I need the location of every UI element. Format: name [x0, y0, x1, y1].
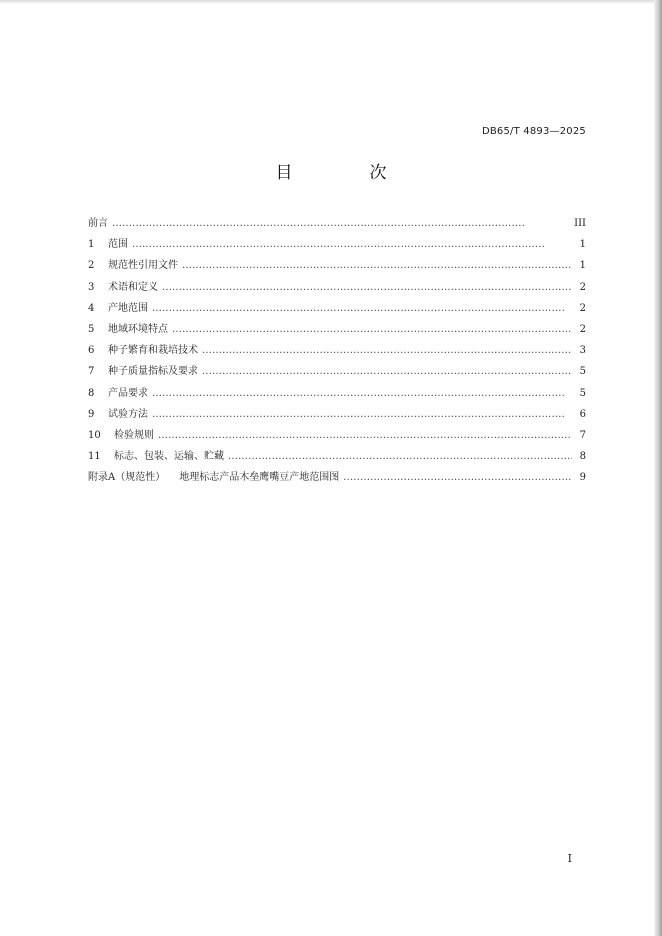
toc-entry-page: 2 [579, 302, 586, 314]
toc-dot-leader [152, 409, 572, 420]
toc-entry-page: 1 [579, 239, 586, 251]
toc-entry-page: 5 [579, 366, 586, 378]
toc-entry-label: 试验方法 [108, 408, 148, 420]
toc-entry-page: 6 [579, 408, 586, 420]
toc-dot-leader [152, 303, 572, 314]
toc-entry-page: 3 [579, 345, 586, 357]
toc-entry-9[interactable] [88, 405, 586, 426]
toc-entry-page: 8 [579, 451, 586, 463]
toc-entry-page: 2 [579, 323, 586, 335]
toc-dot-leader [228, 451, 572, 462]
toc-dot-leader [172, 324, 572, 335]
toc-title: 目 次 [275, 163, 417, 183]
page-number: I [567, 852, 572, 865]
toc-entry-10[interactable] [88, 426, 586, 447]
toc-entry-page: 7 [579, 429, 586, 441]
toc-entry-number: 9 [88, 408, 95, 420]
toc-dot-leader [158, 430, 572, 441]
scan-edge-top [0, 0, 662, 4]
toc-entry-8[interactable] [88, 384, 586, 405]
toc-entry-6[interactable] [88, 341, 586, 362]
toc-entry-foreword[interactable] [88, 214, 586, 235]
toc-entry-number: 1 [88, 239, 95, 251]
toc-dot-leader [202, 366, 572, 377]
appendix-title: 地理标志产品木垒鹰嘴豆产地范围图 [179, 472, 340, 484]
toc-entry-number: 7 [88, 366, 95, 378]
toc-entry-3[interactable] [88, 278, 586, 299]
toc-entry-appendix-a[interactable] [88, 468, 586, 489]
toc-entry-page: 2 [579, 281, 586, 293]
toc-entry-label: 标志、包装、运输、贮藏 [114, 451, 224, 463]
toc-dot-leader [162, 282, 572, 293]
toc-entry-number: 4 [88, 302, 95, 314]
toc-entry-page: 5 [579, 387, 586, 399]
appendix-prefix: 附录A（规范性） [88, 472, 166, 484]
toc-entry-label: 规范性引用文件 [108, 260, 178, 272]
toc-entry-number: 11 [88, 451, 101, 463]
toc-entry-number: 3 [88, 281, 95, 293]
toc-dot-leader [343, 472, 572, 483]
toc-entry-5[interactable] [88, 320, 586, 341]
toc-entry-page: 1 [579, 260, 586, 272]
toc-dot-leader [202, 345, 572, 356]
toc-entry-label: 范围 [108, 239, 128, 251]
toc-entry-label: 地域环境特点 [108, 323, 168, 335]
toc-entry-label: 种子质量指标及要求 [108, 366, 198, 378]
table-of-contents [88, 214, 586, 489]
toc-entry-4[interactable] [88, 299, 586, 320]
toc-dot-leader [182, 260, 572, 271]
toc-entry-page: 9 [579, 472, 586, 484]
document-code: DB65/T 4893—2025 [481, 126, 586, 137]
toc-entry-label: 种子繁育和栽培技术 [108, 345, 198, 357]
toc-dot-leader [112, 218, 570, 229]
toc-entry-label: 术语和定义 [108, 281, 158, 293]
toc-entry-7[interactable] [88, 362, 586, 383]
toc-entry-number: 5 [88, 323, 95, 335]
toc-entry-label [88, 468, 339, 483]
toc-entry-11[interactable] [88, 447, 586, 468]
toc-entry-label: 产地范围 [108, 302, 148, 314]
toc-entry-label: 检验规则 [114, 429, 154, 441]
toc-entry-number: 6 [88, 345, 95, 357]
toc-dot-leader [132, 239, 572, 250]
toc-entry-2[interactable] [88, 256, 586, 277]
toc-entry-label: 前言 [88, 218, 108, 229]
toc-entry-1[interactable] [88, 235, 586, 256]
toc-entry-label: 产品要求 [108, 387, 148, 399]
scan-edge-right [654, 0, 662, 936]
toc-entry-page: III [574, 218, 586, 229]
toc-entry-number: 8 [88, 387, 95, 399]
toc-entry-number: 2 [88, 260, 95, 272]
toc-dot-leader [152, 388, 572, 399]
toc-entry-number: 10 [88, 429, 101, 441]
